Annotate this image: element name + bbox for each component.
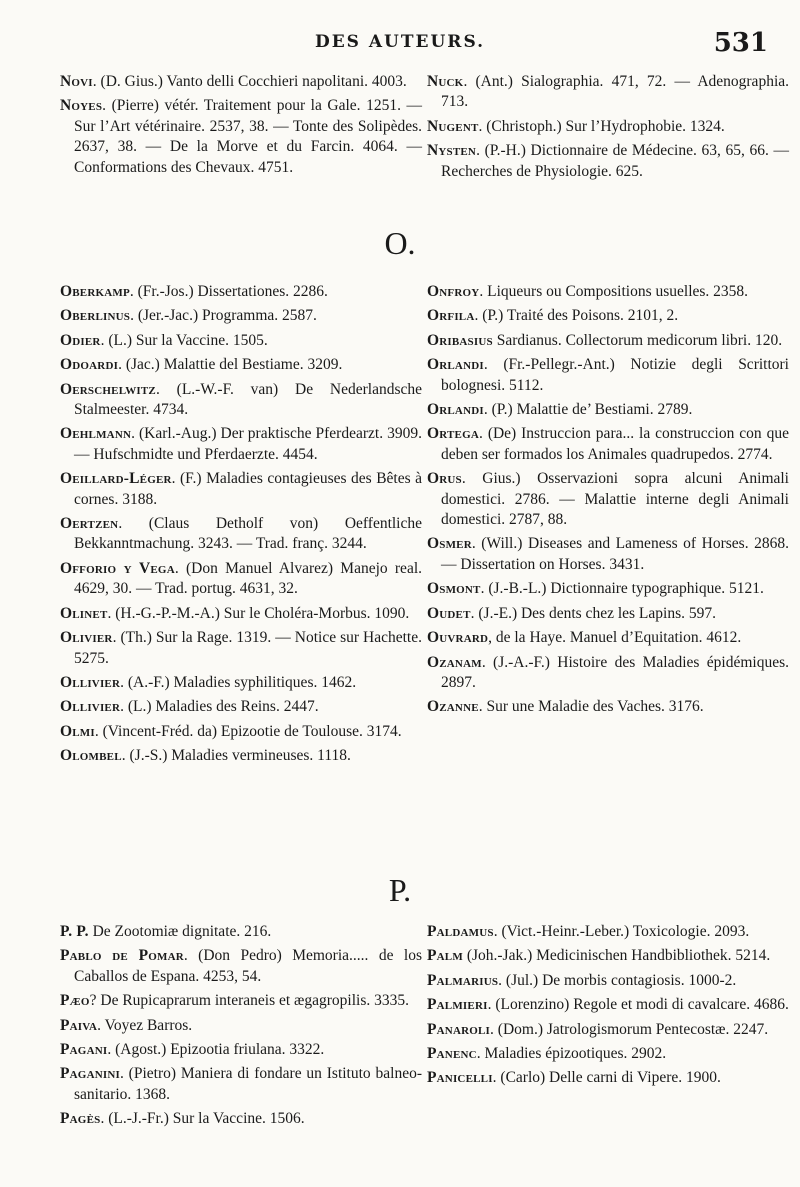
index-entry: Odoardi. (Jac.) Malattie del Bestiame. 3209. <box>60 356 343 374</box>
index-entry: Oertzen. (Claus Detholf von) Oeffentliche Bekkanntmachung. 3243. — Trad. franç. 3244. <box>60 515 422 553</box>
section-o-right-column <box>427 282 789 722</box>
section-o-left-column <box>60 282 422 771</box>
section-letter-o: O. <box>384 225 416 261</box>
section-p-left-column <box>60 922 422 1134</box>
index-entry: Olivier. (Th.) Sur la Rage. 1319. — Notice sur Hachette. 5275. <box>60 629 422 667</box>
index-entry: Ollivier. (L.) Maladies des Reins. 2447. <box>60 698 319 716</box>
section-n-right-column <box>427 72 789 186</box>
index-entry: Paiva. Voyez Barros. <box>60 1016 193 1034</box>
index-entry: Palmieri. (Lorenzino) Regole et modi di cavalcare. 4686. <box>427 996 789 1014</box>
index-entry: Nugent. (Christoph.) Sur l’Hydrophobie. 1324. <box>427 117 725 135</box>
index-entry: Pagani. (Agost.) Epizootia friulana. 3322. <box>60 1041 325 1059</box>
section-letter-p: P. <box>388 872 412 908</box>
index-entry: Olinet. (H.-G.-P.-M.-A.) Sur le Choléra-Morbus. 1090. <box>60 604 410 622</box>
index-entry: Osmont. (J.-B.-L.) Dictionnaire typographique. 5121. <box>427 580 764 598</box>
index-entry: Pagès. (L.-J.-Fr.) Sur la Vaccine. 1506. <box>60 1110 305 1128</box>
index-entry: Oberkamp. (Fr.-Jos.) Dissertationes. 2286. <box>60 283 328 300</box>
index-entry: Ozanam. (J.-A.-F.) Histoire des Maladies épidémiques. 2897. <box>427 653 789 691</box>
index-entry: Olmi. (Vincent-Fréd. da) Epizootie de Toulouse. 3174. <box>60 722 402 740</box>
index-entry: Oerschelwitz. (L.-W.-F. van) De Nederlandsche Stalmeester. 4734. <box>60 380 422 419</box>
index-entry: Palm (Joh.-Jak.) Medicinischen Handbibliothek. 5214. <box>427 947 771 965</box>
section-p-right-column <box>427 922 789 1093</box>
index-entry: Oribasius Sardianus. Collectorum medicorum libri. 120. <box>427 331 783 349</box>
index-entry: Oberlinus. (Jer.-Jac.) Programma. 2587. <box>60 307 317 325</box>
index-entry: Oudet. (J.-E.) Des dents chez les Lapins. 597. <box>427 604 716 622</box>
index-entry: Olombel. (J.-S.) Maladies vermineuses. 1118. <box>60 747 351 765</box>
index-entry: Oeillard-Léger. (F.) Maladies contagieuses des Bêtes à cornes. 3188. <box>60 470 422 508</box>
index-entry: Pæo? De Rupicaprarum interaneis et ægagropilis. 3335. <box>60 992 410 1010</box>
page-number: 531 <box>713 28 768 58</box>
index-entry: Offorio y Vega. (Don Manuel Alvarez) Manejo real. 4629, 30. — Trad. portug. 4631, 32. <box>60 559 423 598</box>
index-entry: Nuck. (Ant.) Sialographia. 471, 72. — Adenographia. 713. <box>427 73 789 111</box>
index-entry: Panenc. Maladies épizootiques. 2902. <box>427 1045 667 1063</box>
index-entry: Nysten. (P.-H.) Dictionnaire de Médecine. 63, 65, 66. — Recherches de Physiologie. 625. <box>427 142 789 180</box>
index-entry: Panaroli. (Dom.) Jatrologismorum Pentecostæ. 2247. <box>427 1020 769 1038</box>
section-n-left-column <box>60 72 422 182</box>
index-entry: Orus. Gius.) Osservazioni sopra alcuni Animali domestici. 2786. — Malattie interne degli Animali domestici. 2787, 88. <box>427 470 789 529</box>
index-entry: P. P. De Zootomiæ dignitate. 216. <box>60 923 272 940</box>
page-header <box>0 28 800 58</box>
index-entry: Paganini. (Pietro) Maniera di fondare un Istituto balneo-sanitario. 1368. <box>60 1065 422 1103</box>
index-entry: Pablo de Pomar. (Don Pedro) Memoria..... de los Caballos de Espana. 4253, 54. <box>60 947 422 985</box>
index-entry: Oehlmann. (Karl.-Aug.) Der praktische Pferdearzt. 3909. — Hufschmidte und Pferdaerzte. 4454. <box>60 425 422 463</box>
index-entry: Ortega. (De) Instruccion para... la construccion con que deben ser formados los Animales quadrupedos. 2774. <box>427 425 789 463</box>
index-entry: Onfroy. Liqueurs ou Compositions usuelles. 2358. <box>427 283 749 300</box>
index-entry: Orfila. (P.) Traité des Poisons. 2101, 2. <box>427 307 679 325</box>
index-entry: Osmer. (Will.) Diseases and Lameness of Horses. 2868. — Dissertation on Horses. 3431. <box>427 535 789 573</box>
running-title: DES AUTEURS. <box>314 32 486 52</box>
index-entry: Orlandi. (P.) Malattie de’ Bestiami. 2789. <box>427 401 693 419</box>
index-entry: Ouvrard, de la Haye. Manuel d’Equitation. 4612. <box>427 629 742 647</box>
index-entry: Ozanne. Sur une Maladie des Vaches. 3176. <box>427 698 704 716</box>
index-entry: Ollivier. (A.-F.) Maladies syphilitiques. 1462. <box>60 673 357 691</box>
index-entry: Orlandi. (Fr.-Pellegr.-Ant.) Notizie degli Scrittori bolognesi. 5112. <box>427 356 789 394</box>
index-entry: Palmarius. (Jul.) De morbis contagiosis. 1000-2. <box>427 971 737 989</box>
index-entry: Novi. (D. Gius.) Vanto delli Cocchieri napolitani. 4003. <box>60 73 407 90</box>
index-entry: Odier. (L.) Sur la Vaccine. 1505. <box>60 331 268 349</box>
index-entry: Panicelli. (Carlo) Delle carni di Vipere. 1900. <box>427 1069 721 1087</box>
index-entry: Noyes. (Pierre) vétér. Traitement pour la Gale. 1251. — Sur l’Art vétérinaire. 2537, 38. — Tonte des Solipèdes. 2637, 38. — De la Morve et du Farcin. 4064. — Conformations des Chevaux. 4751. <box>60 97 422 176</box>
index-entry: Paldamus. (Vict.-Heinr.-Leber.) Toxicologie. 2093. <box>427 923 750 940</box>
